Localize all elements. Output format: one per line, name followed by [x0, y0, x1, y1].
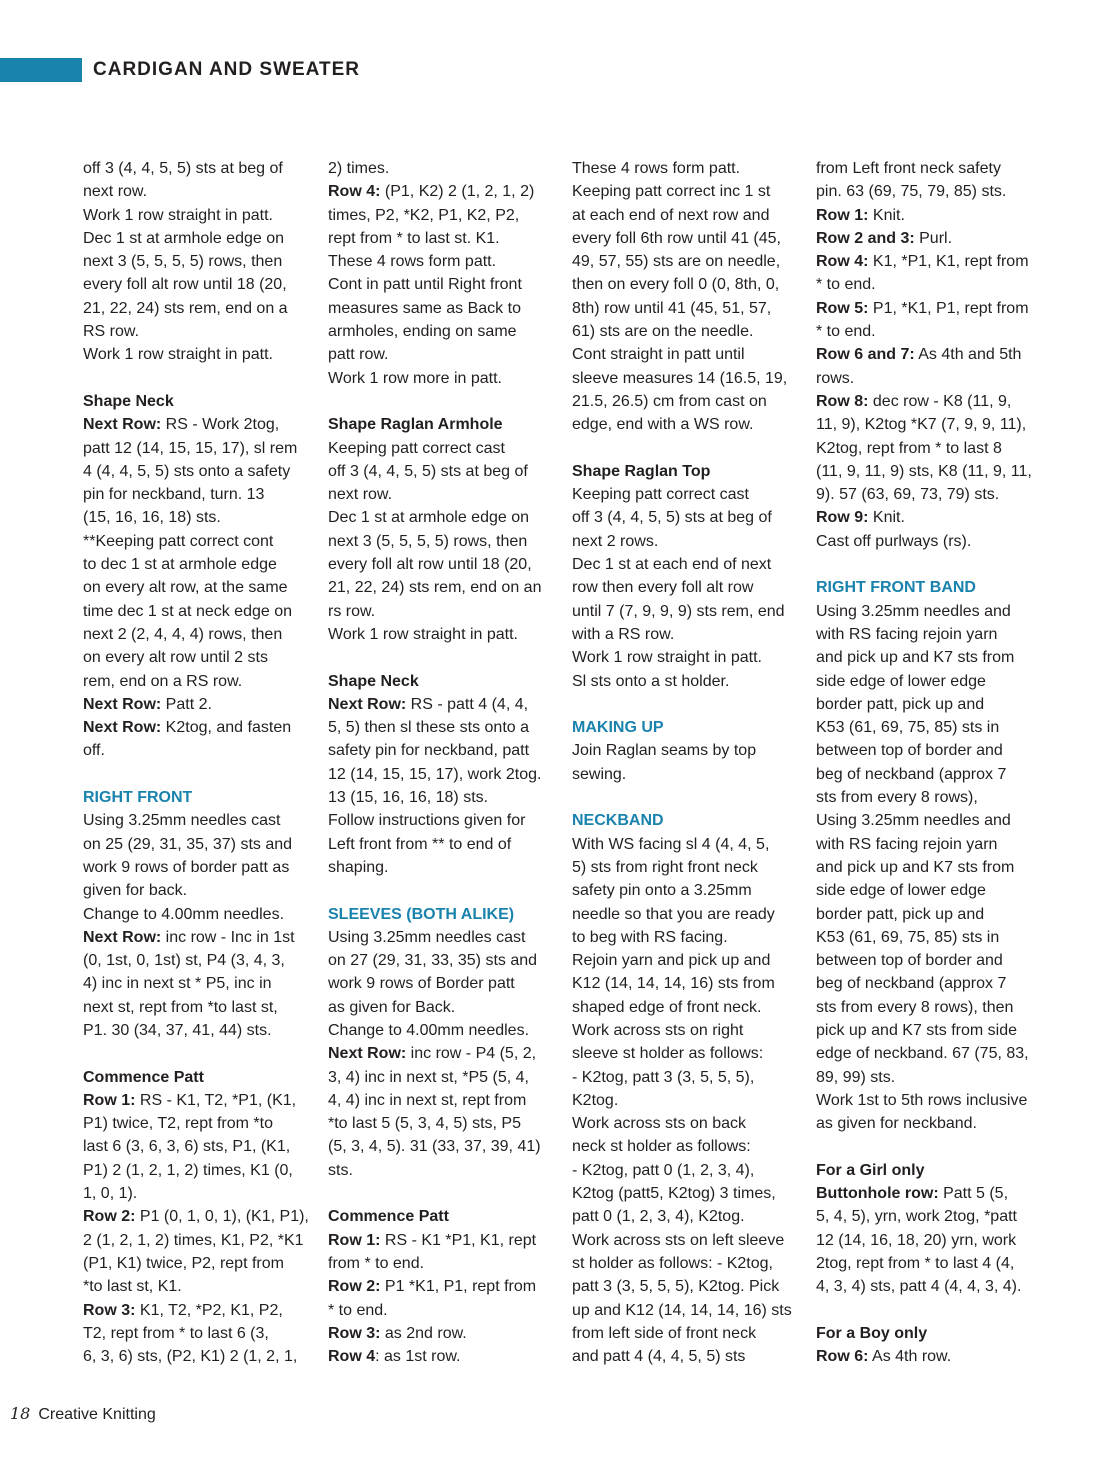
text-line: **Keeping patt correct cont	[83, 532, 274, 550]
row-text: K2tog, and fasten	[161, 719, 292, 737]
subheading: For a Girl only	[816, 1161, 925, 1179]
text-line: * to end.	[328, 1301, 388, 1319]
text-line: with RS facing rejoin yarn	[816, 835, 998, 853]
row-label: Row 4:	[328, 183, 381, 201]
text-line: Change to 4.00mm needles.	[328, 1021, 530, 1039]
row-text: RS - K1, T2, *P1, (K1,	[135, 1091, 297, 1109]
header-accent-bar	[0, 58, 82, 82]
text-line: (5, 3, 4, 5). 31 (33, 37, 39, 41)	[328, 1138, 541, 1156]
row-label: Row 2:	[328, 1278, 381, 1296]
text-line: 6, 3, 6) sts, (P2, K1) 2 (1, 2, 1,	[83, 1348, 298, 1366]
text-line: off.	[83, 742, 105, 760]
row-text: K1, T2, *P2, K1, P2,	[135, 1301, 283, 1319]
text-line: Dec 1 st at each end of next	[572, 556, 772, 574]
text-line: last 6 (3, 6, 3, 6) sts, P1, (K1,	[83, 1138, 291, 1156]
text-line: every foll alt row until 18 (20,	[328, 556, 532, 574]
text-line: 1, 0, 1).	[83, 1185, 138, 1203]
text-line: P1) twice, T2, rept from *to	[83, 1115, 273, 1133]
row-text: P1, *K1, P1, rept from	[868, 299, 1029, 317]
text-line: Using 3.25mm needles and	[816, 812, 1011, 830]
text-line: next row.	[328, 486, 393, 504]
text-line: off 3 (4, 4, 5, 5) sts at beg of	[572, 509, 772, 527]
text-line: Cont straight in patt until	[572, 346, 745, 364]
text-line: K53 (61, 69, 75, 85) sts in	[816, 719, 1000, 737]
section-title: CARDIGAN AND SWEATER	[93, 59, 360, 80]
row-text: P1 (0, 1, 0, 1), (K1, P1),	[135, 1208, 309, 1226]
text-line: 21, 22, 24) sts rem, end on a	[83, 299, 288, 317]
row-label: Next Row:	[83, 695, 162, 713]
text-line: Using 3.25mm needles and	[816, 602, 1011, 620]
row-label: Next Row:	[328, 1045, 407, 1063]
text-line: 12 (14, 16, 18, 20) yrn, work	[816, 1231, 1017, 1249]
text-line: safety pin onto a 3.25mm	[572, 882, 752, 900]
text-line: K2tog, rept from * to last 8	[816, 439, 1002, 457]
text-line: shaped edge of front neck.	[572, 998, 762, 1016]
text-line	[83, 1089, 311, 1112]
text-line: * to end.	[816, 276, 876, 294]
paragraph-gap	[572, 786, 800, 809]
row-label: Row 3:	[328, 1324, 381, 1342]
text-line: 2tog, rept from * to last 4 (4,	[816, 1254, 1015, 1272]
text-line: 5) sts from right front neck	[572, 858, 758, 876]
text-line	[816, 1182, 1044, 1205]
text-line: Work 1 row straight in patt.	[83, 206, 273, 224]
text-line	[328, 1229, 556, 1252]
text-line: armholes, ending on same	[328, 323, 517, 341]
text-line: 5, 5) then sl these sts onto a	[328, 719, 530, 737]
subheading: For a Boy only	[816, 1324, 928, 1342]
row-text: Patt 2.	[161, 695, 212, 713]
text-line: work 9 rows of Border patt	[328, 975, 515, 993]
row-text: inc row - Inc in 1st	[161, 928, 295, 946]
text-line	[83, 1205, 311, 1228]
text-line: next 3 (5, 5, 5, 5) rows, then	[328, 532, 528, 550]
subheading: Shape Raglan Armhole	[328, 416, 503, 434]
text-line: up and K12 (14, 14, 14, 16) sts	[572, 1301, 792, 1319]
text-line: until 7 (7, 9, 9, 9) sts rem, end	[572, 602, 785, 620]
text-line: and patt 4 (4, 4, 5, 5) sts	[572, 1348, 746, 1366]
paragraph-gap	[572, 693, 800, 716]
row-text: (P1, K2) 2 (1, 2, 1, 2)	[380, 183, 535, 201]
text-line: Rejoin yarn and pick up and	[572, 952, 771, 970]
row-label: Row 4	[328, 1348, 376, 1366]
text-line: 4) inc in next st * P5, inc in	[83, 975, 272, 993]
subheading: Commence Patt	[328, 1208, 449, 1226]
text-line: with a RS row.	[572, 625, 675, 643]
text-line: Work 1 row straight in patt.	[572, 649, 762, 667]
text-line: * to end.	[816, 323, 876, 341]
text-line: 4, 4) inc in next st, rept from	[328, 1091, 527, 1109]
text-line: K53 (61, 69, 75, 85) sts in	[816, 928, 1000, 946]
row-label: Row 9:	[816, 509, 869, 527]
text-line: *to last 5 (5, 3, 4, 5) sts, P5	[328, 1115, 521, 1133]
text-column-1	[83, 157, 311, 1368]
text-line: Cast off purlways (rs).	[816, 532, 972, 550]
row-text: K1, *P1, K1, rept from	[868, 253, 1029, 271]
text-line: With WS facing sl 4 (4, 4, 5,	[572, 835, 770, 853]
text-line	[816, 390, 1044, 413]
paragraph-gap	[816, 1135, 1044, 1158]
text-line: Work 1 row straight in patt.	[83, 346, 273, 364]
text-line: 3, 4) inc in next st, *P5 (5, 4,	[328, 1068, 529, 1086]
row-text: Knit.	[868, 206, 905, 224]
text-line: work 9 rows of border patt as	[83, 858, 290, 876]
text-column-4	[816, 157, 1044, 1368]
text-line: T2, rept from * to last 6 (3,	[83, 1324, 269, 1342]
text-line	[328, 1345, 556, 1368]
paragraph-gap	[83, 367, 311, 390]
text-line: Dec 1 st at armhole edge on	[83, 229, 285, 247]
text-column-2	[328, 157, 556, 1368]
text-line: - K2tog, patt 3 (3, 5, 5, 5),	[572, 1068, 755, 1086]
text-line: 21, 22, 24) sts rem, end on an	[328, 579, 542, 597]
row-text: : as 1st row.	[375, 1348, 461, 1366]
text-line	[83, 926, 311, 949]
text-line	[328, 1275, 556, 1298]
row-label: Buttonhole row:	[816, 1185, 939, 1203]
row-text: as 2nd row.	[380, 1324, 467, 1342]
subheading: Shape Neck	[328, 672, 419, 690]
text-line: 5, 4, 5), yrn, work 2tog, *patt	[816, 1208, 1017, 1226]
text-line: 21.5, 26.5) cm from cast on	[572, 392, 767, 410]
row-label: Row 3:	[83, 1301, 136, 1319]
text-line: 4 (4, 4, 5, 5) sts onto a safety	[83, 462, 291, 480]
row-label: Row 1:	[328, 1231, 381, 1249]
row-label: Next Row:	[83, 416, 162, 434]
text-line: sewing.	[572, 765, 627, 783]
section-heading: RIGHT FRONT BAND	[816, 579, 976, 597]
section-heading: NECKBAND	[572, 812, 664, 830]
text-line: every foll alt row until 18 (20,	[83, 276, 287, 294]
text-line: beg of neckband (approx 7	[816, 975, 1007, 993]
text-line	[328, 1042, 556, 1065]
text-line: next 2 rows.	[572, 532, 659, 550]
text-line: Work 1 row straight in patt.	[328, 625, 518, 643]
text-line: Keeping patt correct cast	[572, 486, 749, 504]
text-line	[328, 1322, 556, 1345]
text-line: then on every foll 0 (0, 8th, 0,	[572, 276, 780, 294]
text-line: measures same as Back to	[328, 299, 521, 317]
text-line: edge, end with a WS row.	[572, 416, 754, 434]
row-label: Row 1:	[83, 1091, 136, 1109]
text-line: (0, 1st, 0, 1st) st, P4 (3, 4, 3,	[83, 952, 285, 970]
text-line: from left side of front neck	[572, 1324, 757, 1342]
text-line: edge of neckband. 67 (75, 83,	[816, 1045, 1029, 1063]
row-text: RS - K1 *P1, K1, rept	[380, 1231, 537, 1249]
text-line: border patt, pick up and	[816, 905, 985, 923]
text-line	[816, 1345, 1044, 1368]
text-line: pin. 63 (69, 75, 79, 85) sts.	[816, 183, 1007, 201]
text-line: RS row.	[83, 323, 140, 341]
text-line: 11, 9), K2tog *K7 (7, 9, 9, 11),	[816, 416, 1027, 434]
text-line: sts.	[328, 1161, 353, 1179]
text-line: K12 (14, 14, 14, 16) sts from	[572, 975, 775, 993]
text-line: with RS facing rejoin yarn	[816, 625, 998, 643]
text-line: next 3 (5, 5, 5, 5) rows, then	[83, 253, 283, 271]
text-line: side edge of lower edge	[816, 672, 986, 690]
text-line: Work across sts on back	[572, 1115, 746, 1133]
text-line	[328, 180, 556, 203]
text-line: off 3 (4, 4, 5, 5) sts at beg of	[328, 462, 528, 480]
text-line: and pick up and K7 sts from	[816, 649, 1015, 667]
text-line: side edge of lower edge	[816, 882, 986, 900]
text-line: patt 0 (1, 2, 3, 4), K2tog.	[572, 1208, 745, 1226]
text-line: These 4 rows form patt.	[328, 253, 497, 271]
text-line: Work across sts on left sleeve	[572, 1231, 785, 1249]
text-line: next 2 (2, 4, 4, 4) rows, then	[83, 625, 283, 643]
text-line: border patt, pick up and	[816, 695, 985, 713]
row-label: Row 2 and 3:	[816, 229, 915, 247]
text-line: patt 12 (14, 15, 15, 17), sl rem	[83, 439, 298, 457]
text-line: 9). 57 (63, 69, 73, 79) sts.	[816, 486, 1000, 504]
paragraph-gap	[83, 763, 311, 786]
text-line: Sl sts onto a st holder.	[572, 672, 730, 690]
paragraph-gap	[328, 1182, 556, 1205]
text-line: every foll 6th row until 41 (45,	[572, 229, 781, 247]
subheading: Shape Raglan Top	[572, 462, 711, 480]
subheading: Commence Patt	[83, 1068, 204, 1086]
text-line: 12 (14, 15, 15, 17), work 2tog.	[328, 765, 542, 783]
text-line: from Left front neck safety	[816, 160, 1001, 177]
row-label: Next Row:	[83, 719, 162, 737]
text-line: Left front from ** to end of	[328, 835, 512, 853]
row-label: Row 6:	[816, 1348, 869, 1366]
text-line: - K2tog, patt 0 (1, 2, 3, 4),	[572, 1161, 755, 1179]
paragraph-gap	[328, 646, 556, 669]
row-label: Row 8:	[816, 392, 869, 410]
row-label: Next Row:	[83, 928, 162, 946]
text-line: neck st holder as follows:	[572, 1138, 751, 1156]
text-line: Change to 4.00mm needles.	[83, 905, 285, 923]
row-label: Row 2:	[83, 1208, 136, 1226]
text-line: off 3 (4, 4, 5, 5) sts at beg of	[83, 160, 283, 177]
text-column-3	[572, 157, 800, 1368]
text-line	[83, 716, 311, 739]
text-line: 13 (15, 16, 16, 18) sts.	[328, 789, 489, 807]
text-line: 8th) row until 41 (45, 51, 57,	[572, 299, 772, 317]
text-line: (11, 9, 11, 9) sts, K8 (11, 9, 11,	[816, 462, 1032, 480]
text-line: from * to end.	[328, 1254, 425, 1272]
text-line: 2 (1, 2, 1, 2) times, K1, P2, *K1	[83, 1231, 304, 1249]
text-line: These 4 rows form patt.	[572, 160, 741, 177]
text-line: safety pin for neckband, patt	[328, 742, 530, 760]
row-label: Row 1:	[816, 206, 869, 224]
text-line: to dec 1 st at armhole edge	[83, 556, 277, 574]
text-line: rows.	[816, 369, 855, 387]
subheading: Shape Neck	[83, 392, 174, 410]
text-line: Work 1st to 5th rows inclusive	[816, 1091, 1028, 1109]
text-line: rept from * to last st. K1.	[328, 229, 500, 247]
row-text: RS - Work 2tog,	[161, 416, 280, 434]
text-line: sleeve st holder as follows:	[572, 1045, 764, 1063]
text-line: K2tog (patt5, K2tog) 3 times,	[572, 1185, 776, 1203]
text-line	[328, 693, 556, 716]
text-line: 2) times.	[328, 160, 390, 177]
text-line: Using 3.25mm needles cast	[328, 928, 526, 946]
text-line: Keeping patt correct cast	[328, 439, 505, 457]
text-line: sts from every 8 rows), then	[816, 998, 1014, 1016]
text-line: times, P2, *K2, P1, K2, P2,	[328, 206, 520, 224]
section-heading: SLEEVES (BOTH ALIKE)	[328, 905, 515, 923]
text-line: on 27 (29, 31, 33, 35) sts and	[328, 952, 538, 970]
text-line: and pick up and K7 sts from	[816, 858, 1015, 876]
text-line: (P1, K1) twice, P2, rept from	[83, 1254, 284, 1272]
paragraph-gap	[816, 553, 1044, 576]
text-line	[816, 227, 1044, 250]
text-line: row then every foll alt row	[572, 579, 754, 597]
text-line: sts from every 8 rows),	[816, 789, 978, 807]
text-line	[816, 204, 1044, 227]
text-line: pin for neckband, turn. 13	[83, 486, 265, 504]
text-line: P1. 30 (34, 37, 41, 44) sts.	[83, 1021, 272, 1039]
text-line: P1) 2 (1, 2, 1, 2) times, K1 (0,	[83, 1161, 293, 1179]
section-heading: RIGHT FRONT	[83, 789, 193, 807]
text-line	[83, 693, 311, 716]
row-text: Purl.	[914, 229, 953, 247]
text-line: Using 3.25mm needles cast	[83, 812, 281, 830]
page-number: 18	[10, 1404, 31, 1423]
text-line: rs row.	[328, 602, 376, 620]
text-line: time dec 1 st at neck edge on	[83, 602, 293, 620]
paragraph-gap	[816, 1299, 1044, 1322]
row-label: Row 6 and 7:	[816, 346, 915, 364]
text-line: 4, 3, 4) sts, patt 4 (4, 4, 3, 4).	[816, 1278, 1022, 1296]
text-line: needle so that you are ready	[572, 905, 775, 923]
text-line	[83, 413, 311, 436]
section-heading: MAKING UP	[572, 719, 664, 737]
row-label: Next Row:	[328, 695, 407, 713]
row-text: As 4th row.	[868, 1348, 952, 1366]
text-line	[83, 1299, 311, 1322]
text-line	[816, 343, 1044, 366]
text-line: st holder as follows: - K2tog,	[572, 1254, 773, 1272]
text-line: on 25 (29, 31, 35, 37) sts and	[83, 835, 293, 853]
text-line: between top of border and	[816, 742, 1003, 760]
row-text: Patt 5 (5,	[938, 1185, 1009, 1203]
row-text: dec row - K8 (11, 9,	[868, 392, 1012, 410]
text-line: (15, 16, 16, 18) sts.	[83, 509, 221, 527]
text-line: as given for Back.	[328, 998, 456, 1016]
text-line: rem, end on a RS row.	[83, 672, 243, 690]
text-line: 61) sts are on the needle.	[572, 323, 754, 341]
row-text: Knit.	[868, 509, 905, 527]
row-label: Row 4:	[816, 253, 869, 271]
text-line: as given for neckband.	[816, 1115, 977, 1133]
text-line: patt 3 (3, 5, 5, 5), K2tog. Pick	[572, 1278, 780, 1296]
text-line: 49, 57, 55) sts are on needle,	[572, 253, 781, 271]
text-line: Keeping patt correct inc 1 st	[572, 183, 771, 201]
text-line: Work across sts on right	[572, 1021, 744, 1039]
text-line: beg of neckband (approx 7	[816, 765, 1007, 783]
text-line: K2tog.	[572, 1091, 619, 1109]
text-line: sleeve measures 14 (16.5, 19,	[572, 369, 788, 387]
page-footer	[10, 1404, 156, 1424]
row-text: As 4th and 5th	[914, 346, 1022, 364]
text-line: next st, rept from *to last st,	[83, 998, 278, 1016]
text-line: patt row.	[328, 346, 389, 364]
text-line: Join Raglan seams by top	[572, 742, 757, 760]
text-line: at each end of next row and	[572, 206, 770, 224]
row-text: RS - patt 4 (4, 4,	[406, 695, 529, 713]
text-line	[816, 506, 1044, 529]
publication-name: Creative Knitting	[38, 1406, 156, 1423]
text-line: pick up and K7 sts from side	[816, 1021, 1017, 1039]
row-label: Row 5:	[816, 299, 869, 317]
text-line: 89, 99) sts.	[816, 1068, 896, 1086]
text-line	[816, 250, 1044, 273]
text-line: Cont in patt until Right front	[328, 276, 522, 294]
text-line: shaping.	[328, 858, 389, 876]
text-line: on every alt row until 2 sts	[83, 649, 268, 667]
text-line: next row.	[83, 183, 148, 201]
row-text: inc row - P4 (5, 2,	[406, 1045, 537, 1063]
text-line: Follow instructions given for	[328, 812, 526, 830]
text-line: given for back.	[83, 882, 188, 900]
paragraph-gap	[572, 437, 800, 460]
paragraph-gap	[328, 390, 556, 413]
text-line	[816, 297, 1044, 320]
text-line: on every alt row, at the same	[83, 579, 288, 597]
text-line: Dec 1 st at armhole edge on	[328, 509, 530, 527]
text-line: between top of border and	[816, 952, 1003, 970]
row-text: P1 *K1, P1, rept from	[380, 1278, 537, 1296]
paragraph-gap	[328, 879, 556, 902]
text-line: to beg with RS facing.	[572, 928, 728, 946]
paragraph-gap	[83, 1042, 311, 1065]
text-line: *to last st, K1.	[83, 1278, 182, 1296]
text-line: Work 1 row more in patt.	[328, 369, 502, 387]
